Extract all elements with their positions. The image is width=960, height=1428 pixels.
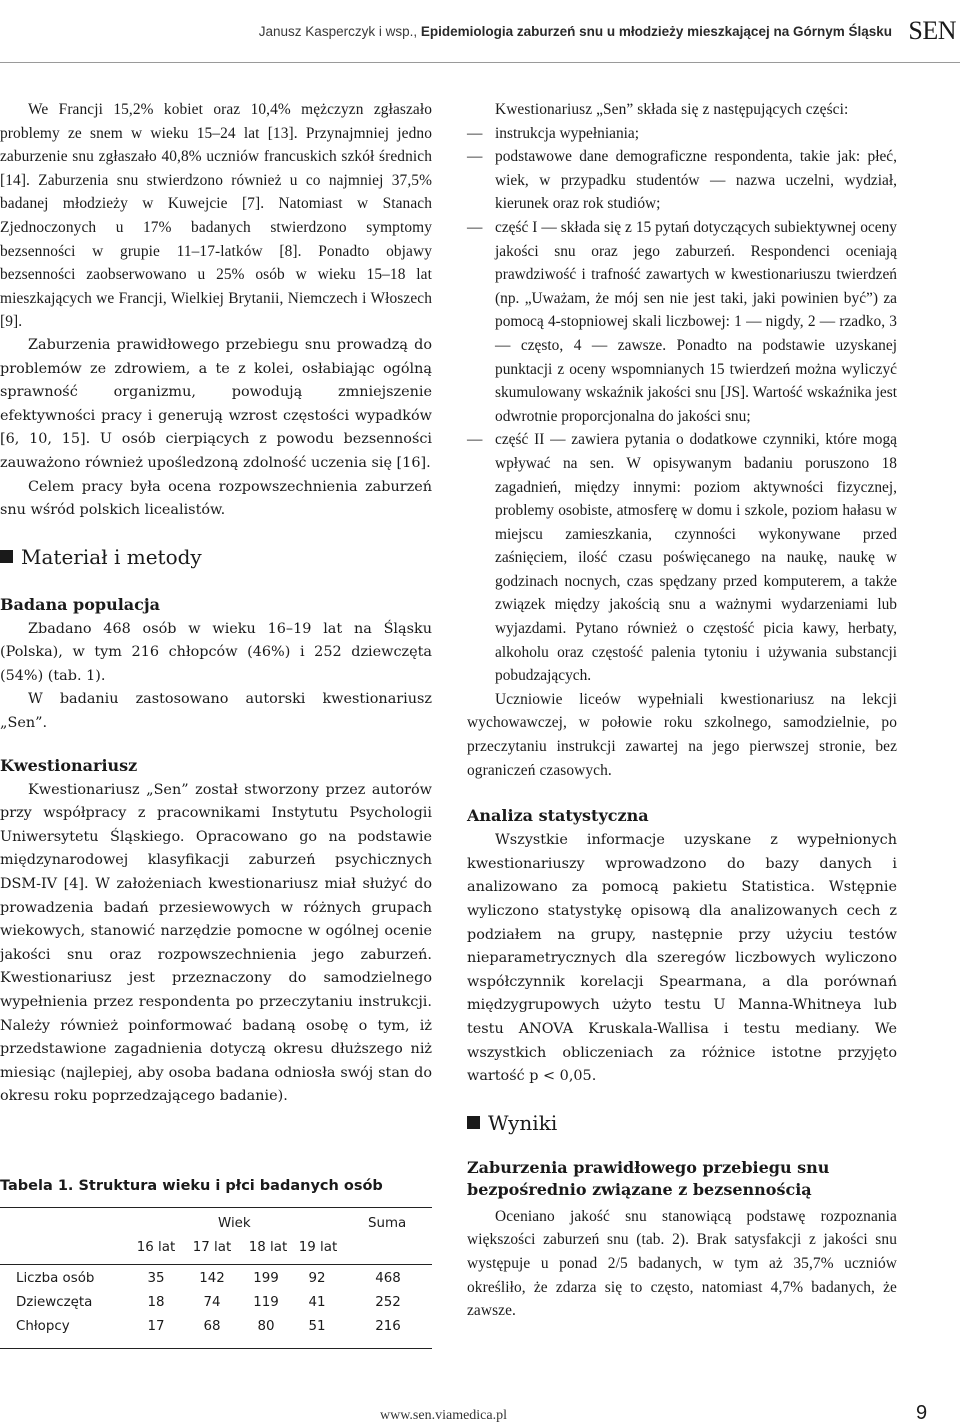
table-cell: 92 (308, 1271, 326, 1286)
paragraph-questionnaire-intro: W badaniu zastosowano autorski kwestionariusz „Sen”. (0, 691, 432, 732)
table-row-label: Dziewczęta (16, 1295, 93, 1310)
section-heading-methods-text: Materiał i metody (21, 544, 202, 569)
page-number: 9 (916, 1402, 928, 1424)
header-title: Epidemiologia zaburzeń snu u młodzieży mieszkającej na Górnym Śląsku (420, 24, 892, 39)
subheading-analysis: Analiza statystyczna (467, 806, 649, 826)
table-sum-header: Suma (368, 1216, 407, 1231)
table-cell: 18 (147, 1295, 165, 1310)
table-row-label: Chłopcy (16, 1319, 70, 1334)
table-cell: 41 (308, 1295, 326, 1310)
table-cell-sum: 468 (375, 1271, 401, 1286)
list-item-text: podstawowe dane demograficzne respondenta, takie jak: płeć, wiek, w przypadku studentów — nazwa uczelni, wydział, kierunek oraz rok studiów; (495, 148, 897, 213)
square-bullet-icon (467, 1116, 480, 1129)
paragraph-students: Uczniowie liceów wypełniali kwestionariusz na lekcji wychowawczej, w połowie roku szkolnego, samodzielnie, po przeczytaniu instrukcji zawartej na jego pierwszej stronie, bez ograniczeń czasowych. (467, 690, 897, 779)
table-title: Tabela 1. Struktura wieku i płci badanych osób (0, 1178, 383, 1194)
table-cell-sum: 252 (375, 1295, 401, 1310)
table-cell: 68 (203, 1319, 221, 1334)
square-bullet-icon (0, 550, 13, 563)
table-col-header: 19 lat (298, 1240, 338, 1255)
paragraph-aim: Celem pracy była ocena rozpowszechnienia zaburzeń snu wśród polskich licealistów. (0, 478, 432, 519)
right-column (467, 98, 897, 1323)
paragraph-population: Zbadano 468 osób w wieku 16–19 lat na Śląsku (Polska), w tym 216 chłopców (46%) i 252 dziewczęta (54%) (tab. 1). (0, 620, 432, 684)
list-item-text: część I — składa się z 15 pytań dotyczących subiektywnej oceny jakości snu oraz jego zaburzeń. Respondenci oceniają prawdziwość i trafność zawartych w kwestionariuszu twierdzeń (np. „Uważam, że mój sen nie jest taki, jaki powinien być”) za pomocą 4-stopniowej skali liczbowej: 1 — nigdy, 2 — rzadko, 3 — często, 4 — zawsze. Ponadto na podstawie uzyskanej punktacji z oceny wspomnianych 15 twierdzeń można wyliczyć skumulowany wskaźnik jakości snu [JS]. Wartość wskaźnika jest odwrotnie proporcjonalna do jakości snu; (495, 218, 897, 425)
table-row-label: Liczba osób (16, 1271, 95, 1286)
list-item: — podstawowe dane demograficzne respondenta, takie jak: płeć, wiek, w przypadku studentów — nazwa uczelni, wydział, kierunek oraz rok studiów; (467, 148, 897, 213)
list-item: — część I — składa się z 15 pytań dotyczących subiektywnej oceny jakości snu oraz jego zaburzeń. Respondenci oceniają prawdziwość i trafność zawartych w kwestionariuszu twierdzeń (np. „Uważam, że mój sen nie jest taki, jaki powinien być”) za pomocą 4-stopniowej skali liczbowej: 1 — nigdy, 2 — rzadko, 3 — często, 4 — zawsze. Ponadto na podstawie uzyskanej punktacji z oceny wspomnianych 15 twierdzeń można wyliczyć skumulowany wskaźnik jakości snu [JS]. Wartość wskaźnika jest odwrotnie proporcjonalna do jakości snu; (467, 218, 897, 425)
table-cell-sum: 216 (375, 1319, 401, 1334)
paragraph-results: Oceniano jakość snu stanowiącą podstawę rozpoznania większości zaburzeń snu (tab. 2). Brak satysfakcji z jakości snu występuje u ponad 2/5 badanych, w tym aż 35,7% uczniów określiło, że zdarza się to często, natomiast 4,7% badanych, że zawsze. (467, 1207, 897, 1320)
list-item-text: część II — zawiera pytania o dodatkowe czynniki, które mogą wpływać na sen. W opisywanym badaniu poruszono 18 zagadnień, między innymi: poziom aktywności fizycznej, problemy osobiste, atmosferę w domu i szkole, poziom hałasu w miejscu zamieszkania, czynności wykonywane przed zaśnięciem, ilość czasu poświęcanego na naukę, naukę w godzinach nocnych, czas spędzany przed komputerem, a także związek między jakością snu a ważnymi wydarzeniami lub wyjazdami. Pytano również o częstość picia kawy, herbaty, alkoholu oraz częstość palenia tytoniu i używania substancji pobudzających. (495, 431, 897, 685)
section-heading-methods (0, 545, 432, 569)
list-item-text: instrukcja wypełniania; (495, 124, 640, 142)
subheading-disorders: Zaburzenia prawidłowego przebiegu snu bezpośrednio związane z bezsennością (467, 1157, 830, 1199)
list-item: — część II — zawiera pytania o dodatkowe czynniki, które mogą wpływać na sen. W opisywanym badaniu poruszono 18 zagadnień, między innymi: poziom aktywności fizycznej, problemy osobiste, atmosferę w domu i szkole, poziom hałasu w miejscu zamieszkania, czynności wykonywane przed zaśnięciem, ilość czasu poświęcanego na naukę, naukę w godzinach nocnych, czas spędzany przed komputerem, a także związek między jakością snu a ważnymi wydarzeniami lub wyjazdami. Pytano również o częstość picia kawy, herbaty, alkoholu oraz częstość palenia tytoniu i używania substancji pobudzających. (467, 431, 897, 685)
section-heading-results (467, 1111, 897, 1135)
running-header (0, 14, 960, 58)
table-col-header: 18 lat (248, 1240, 288, 1255)
table-header-rule (0, 1264, 432, 1265)
table-cell: 35 (147, 1271, 165, 1286)
table-cell: 51 (308, 1319, 326, 1334)
left-column (0, 98, 432, 1109)
journal-logo: SEN (908, 16, 956, 45)
list-item: — instrukcja wypełniania; (467, 124, 640, 142)
table-cell: 80 (257, 1319, 275, 1334)
table-bottom-rule (0, 1348, 432, 1349)
paragraph-questionnaire-parts: Kwestionariusz „Sen” składa się z następujących części: (495, 101, 849, 118)
paragraph-analysis: Wszystkie informacje uzyskane z wypełnionych kwestionariuszy wprowadzono do bazy danych i analizowano za pomocą pakietu Statistica. Wstępnie wyliczono statystykę opisową dla analizowanych cech z podziałem na grupy, następnie przy użyciu testów nieparametrycznych dla szeregów liczbowych wyliczono współczynnik korelacji Spearmana, a dla porównań międzygrupowych użyto testu U Manna-Whitneya lub testu ANOVA Kruskala-Wallisa i testu mediany. We wszystkich obliczeniach za różnice istotne przyjęto wartość p < 0,05. (467, 832, 897, 1085)
subheading-population: Badana populacja (0, 594, 161, 614)
table-col-header: 16 lat (136, 1240, 176, 1255)
header-divider (0, 62, 960, 63)
paragraph-consequences: Zaburzenia prawidłowego przebiegu snu prowadzą do problemów ze zdrowiem, a te z kolei, osłabiając ogólną sprawność organizmu, powodują zmniejszenie efektywności pracy i generują wzrost częstości wypadków [6, 10, 15]. U osób cierpiących z powodu bezsenności zauważono również upośledzoną zdolność uczenia się [16]. (0, 336, 432, 471)
paragraph-prevalence: We Francji 15,2% kobiet oraz 10,4% mężczyzn zgłaszało problemy ze snem w wieku 15–24 lat [13]. Przynajmniej jedno zaburzenie snu zgłaszało 40,8% uczniów francuskich szkół średnich [14]. Zaburzenia snu stwierdzono również u co najmniej 37,5% badanej młodzieży w Kuwejcie [7]. Natomiast w Stanach Zjednoczonych u 17% badanych stwierdzono symptomy bezsenności w grupie 11–17-latków [8]. Ponadto objawy bezsenności zaobserwowano u 25% osób w wieku 15–18 lat mieszkających we Francji, Wielkiej Brytanii, Niemczech i Włoszech [9]. (0, 101, 432, 331)
table-col-header: 17 lat (192, 1240, 232, 1255)
table-group-header: Wiek (218, 1216, 251, 1231)
header-authors: Janusz Kasperczyk i wsp., (258, 24, 418, 39)
subheading-questionnaire: Kwestionariusz (0, 755, 138, 775)
table-cell: 142 (199, 1271, 225, 1286)
section-heading-results-text: Wyniki (488, 1110, 558, 1135)
paragraph-questionnaire: Kwestionariusz „Sen” został stworzony przez autorów przy współpracy z pracownikami Instytutu Psychologii Uniwersytetu Śląskiego. Opracowano go na podstawie międzynarodowej klasyfikacji zaburzeń psychicznych DSM-IV [4]. W założeniach kwestionariusz miał służyć do prowadzenia badań przesiewowych w różnych grupach wiekowych, stanowić narzędzie pomocne w ogólnej ocenie jakości snu oraz rozpowszechnienia jego zaburzeń. Kwestionariusz jest przeznaczony do samodzielnego wypełnienia przez respondenta po przeczytaniu instrukcji. Należy również poinformować badaną osobę o tym, iż przedstawione zagadnienia dotyczą okresu dłuższego niż miesiąc (najlepiej, aby osoba badana odniosła swój stan do okresu roku poprzedzającego badanie). (0, 781, 432, 1105)
table-cell: 74 (203, 1295, 221, 1310)
table-cell: 199 (253, 1271, 279, 1286)
footer-url: www.sen.viamedica.pl (380, 1408, 507, 1423)
table-top-rule (0, 1207, 432, 1208)
table-cell: 17 (147, 1319, 165, 1334)
table-cell: 119 (253, 1295, 279, 1310)
header-citation (259, 24, 892, 39)
